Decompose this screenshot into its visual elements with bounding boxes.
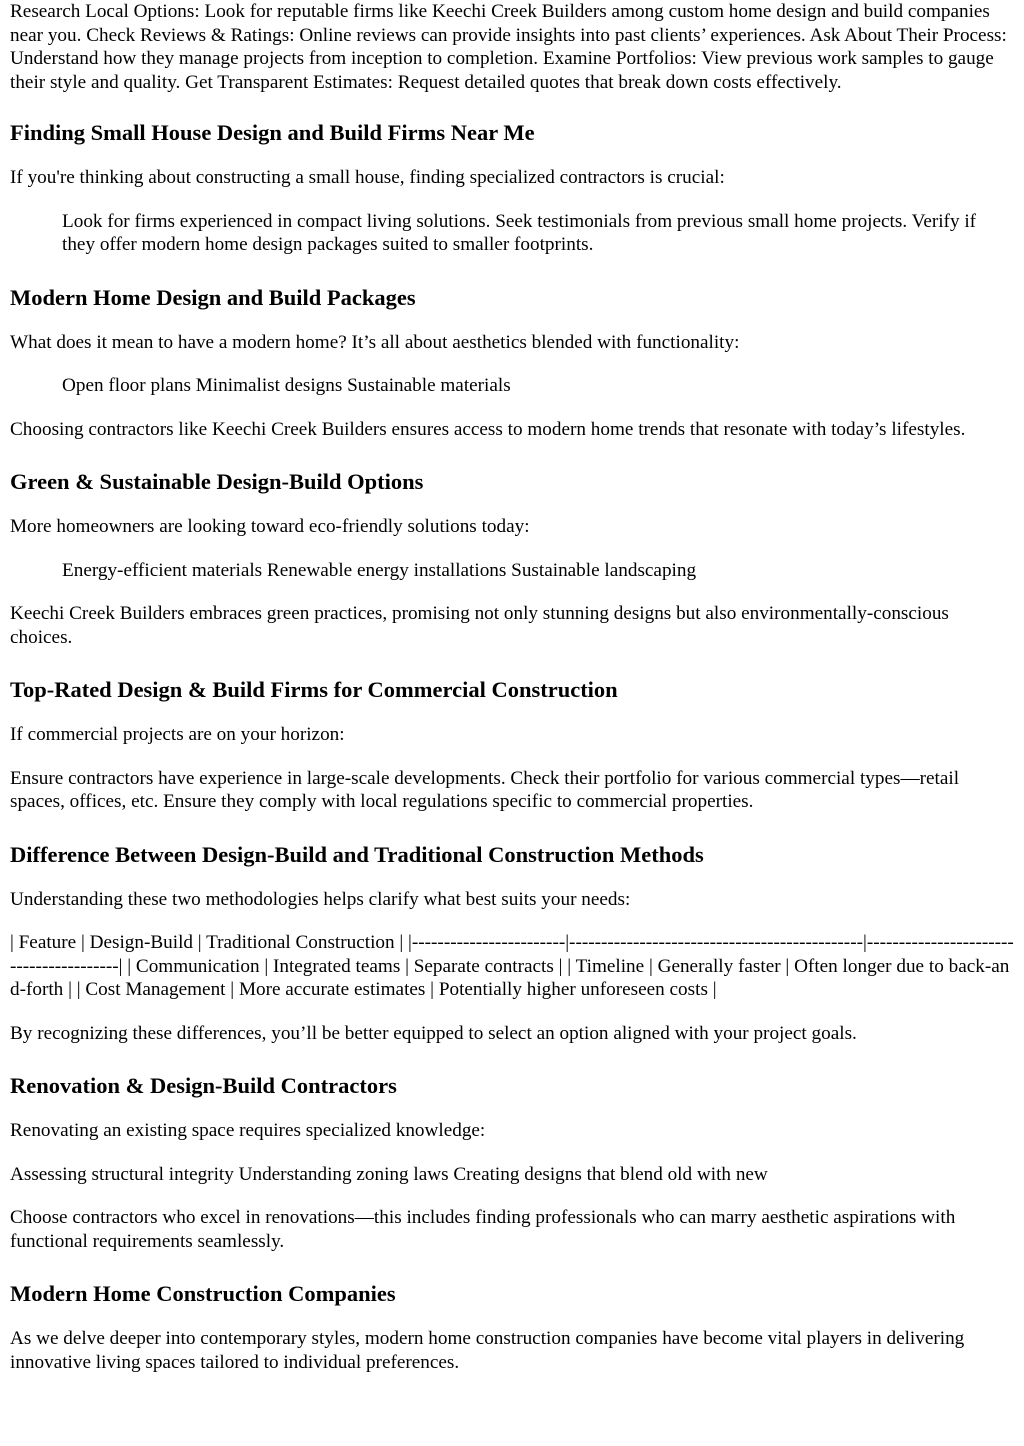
heading-green: Green & Sustainable Design-Build Options: [10, 469, 424, 494]
commercial-body: Ensure contractors have experience in large-scale developments. Check their portfolio for various commercial types—retail spaces, offices, etc. Ensure they comply with local regulations specific to commercial properties.: [10, 767, 960, 812]
commercial-lead: If commercial projects are on your horizon:: [10, 724, 345, 745]
intro-paragraph: Research Local Options: Look for reputable firms like Keechi Creek Builders among custom home design and build companies near you. Check Reviews & Ratings: Online reviews can provide insights into past clients’ experiences. Ask About Their Process: Understand how they manage projects from inception to completion. Examine Portfolios: View previous work samples to gauge their style and quality. Get Transparent Estimates: Request detailed quotes that break down costs effectively.: [10, 1, 1007, 93]
difference-closing: By recognizing these differences, you’ll be better equipped to select an option aligned with your project goals.: [10, 1022, 857, 1044]
renovation-closing: Choose contractors who excel in renovations—this includes finding professionals who can marry aesthetic aspirations with functional requirements seamlessly.: [10, 1207, 956, 1252]
renovation-lead: Renovating an existing space requires specialized knowledge:: [10, 1120, 486, 1141]
renovation-list: Assessing structural integrity Understanding zoning laws Creating designs that blend old with new: [10, 1163, 768, 1185]
small-house-list: Look for firms experienced in compact living solutions. Seek testimonials from previous small home projects. Verify if they offer modern home design packages suited to smaller footprints.: [62, 210, 977, 255]
modern-packages-list: Open floor plans Minimalist designs Sustainable materials: [62, 375, 511, 396]
heading-difference: Difference Between Design-Build and Traditional Construction Methods: [10, 841, 704, 867]
green-lead: More homeowners are looking toward eco-friendly solutions today:: [10, 516, 530, 537]
difference-lead: Understanding these two methodologies helps clarify what best suits your needs:: [10, 888, 631, 910]
small-house-lead: If you're thinking about constructing a small house, finding specialized contractors is crucial:: [10, 167, 725, 188]
green-closing: Keechi Creek Builders embraces green practices, promising not only stunning designs but also environmentally-conscious choices.: [10, 603, 949, 648]
heading-renovation: Renovation & Design-Build Contractors: [10, 1073, 397, 1098]
heading-modern-packages: Modern Home Design and Build Packages: [10, 284, 416, 310]
heading-small-house: Finding Small House Design and Build Firms Near Me: [10, 120, 535, 145]
heading-commercial: Top-Rated Design & Build Firms for Commercial Construction: [10, 677, 618, 702]
modern-packages-closing: Choosing contractors like Keechi Creek Builders ensures access to modern home trends that resonate with today’s lifestyles.: [10, 418, 966, 440]
modern-construction-lead: As we delve deeper into contemporary styles, modern home construction companies have become vital players in delivering innovative living spaces tailored to individual preferences.: [10, 1328, 965, 1373]
heading-modern-construction: Modern Home Construction Companies: [10, 1281, 396, 1306]
modern-packages-lead: What does it mean to have a modern home? It’s all about aesthetics blended with functionality:: [10, 331, 740, 353]
comparison-table-text: | Feature | Design-Build | Traditional Construction | |------------------------|----------------------------------------------|----------------------------------------| | Communication | Integrated teams | Separate contracts | | Timeline | Generally faster | Often longer due to back-and-forth | | Cost Management | More accurate estimates | Potentially higher unforeseen costs |: [10, 932, 1014, 1000]
green-list: Energy-efficient materials Renewable energy installations Sustainable landscaping: [62, 559, 697, 581]
